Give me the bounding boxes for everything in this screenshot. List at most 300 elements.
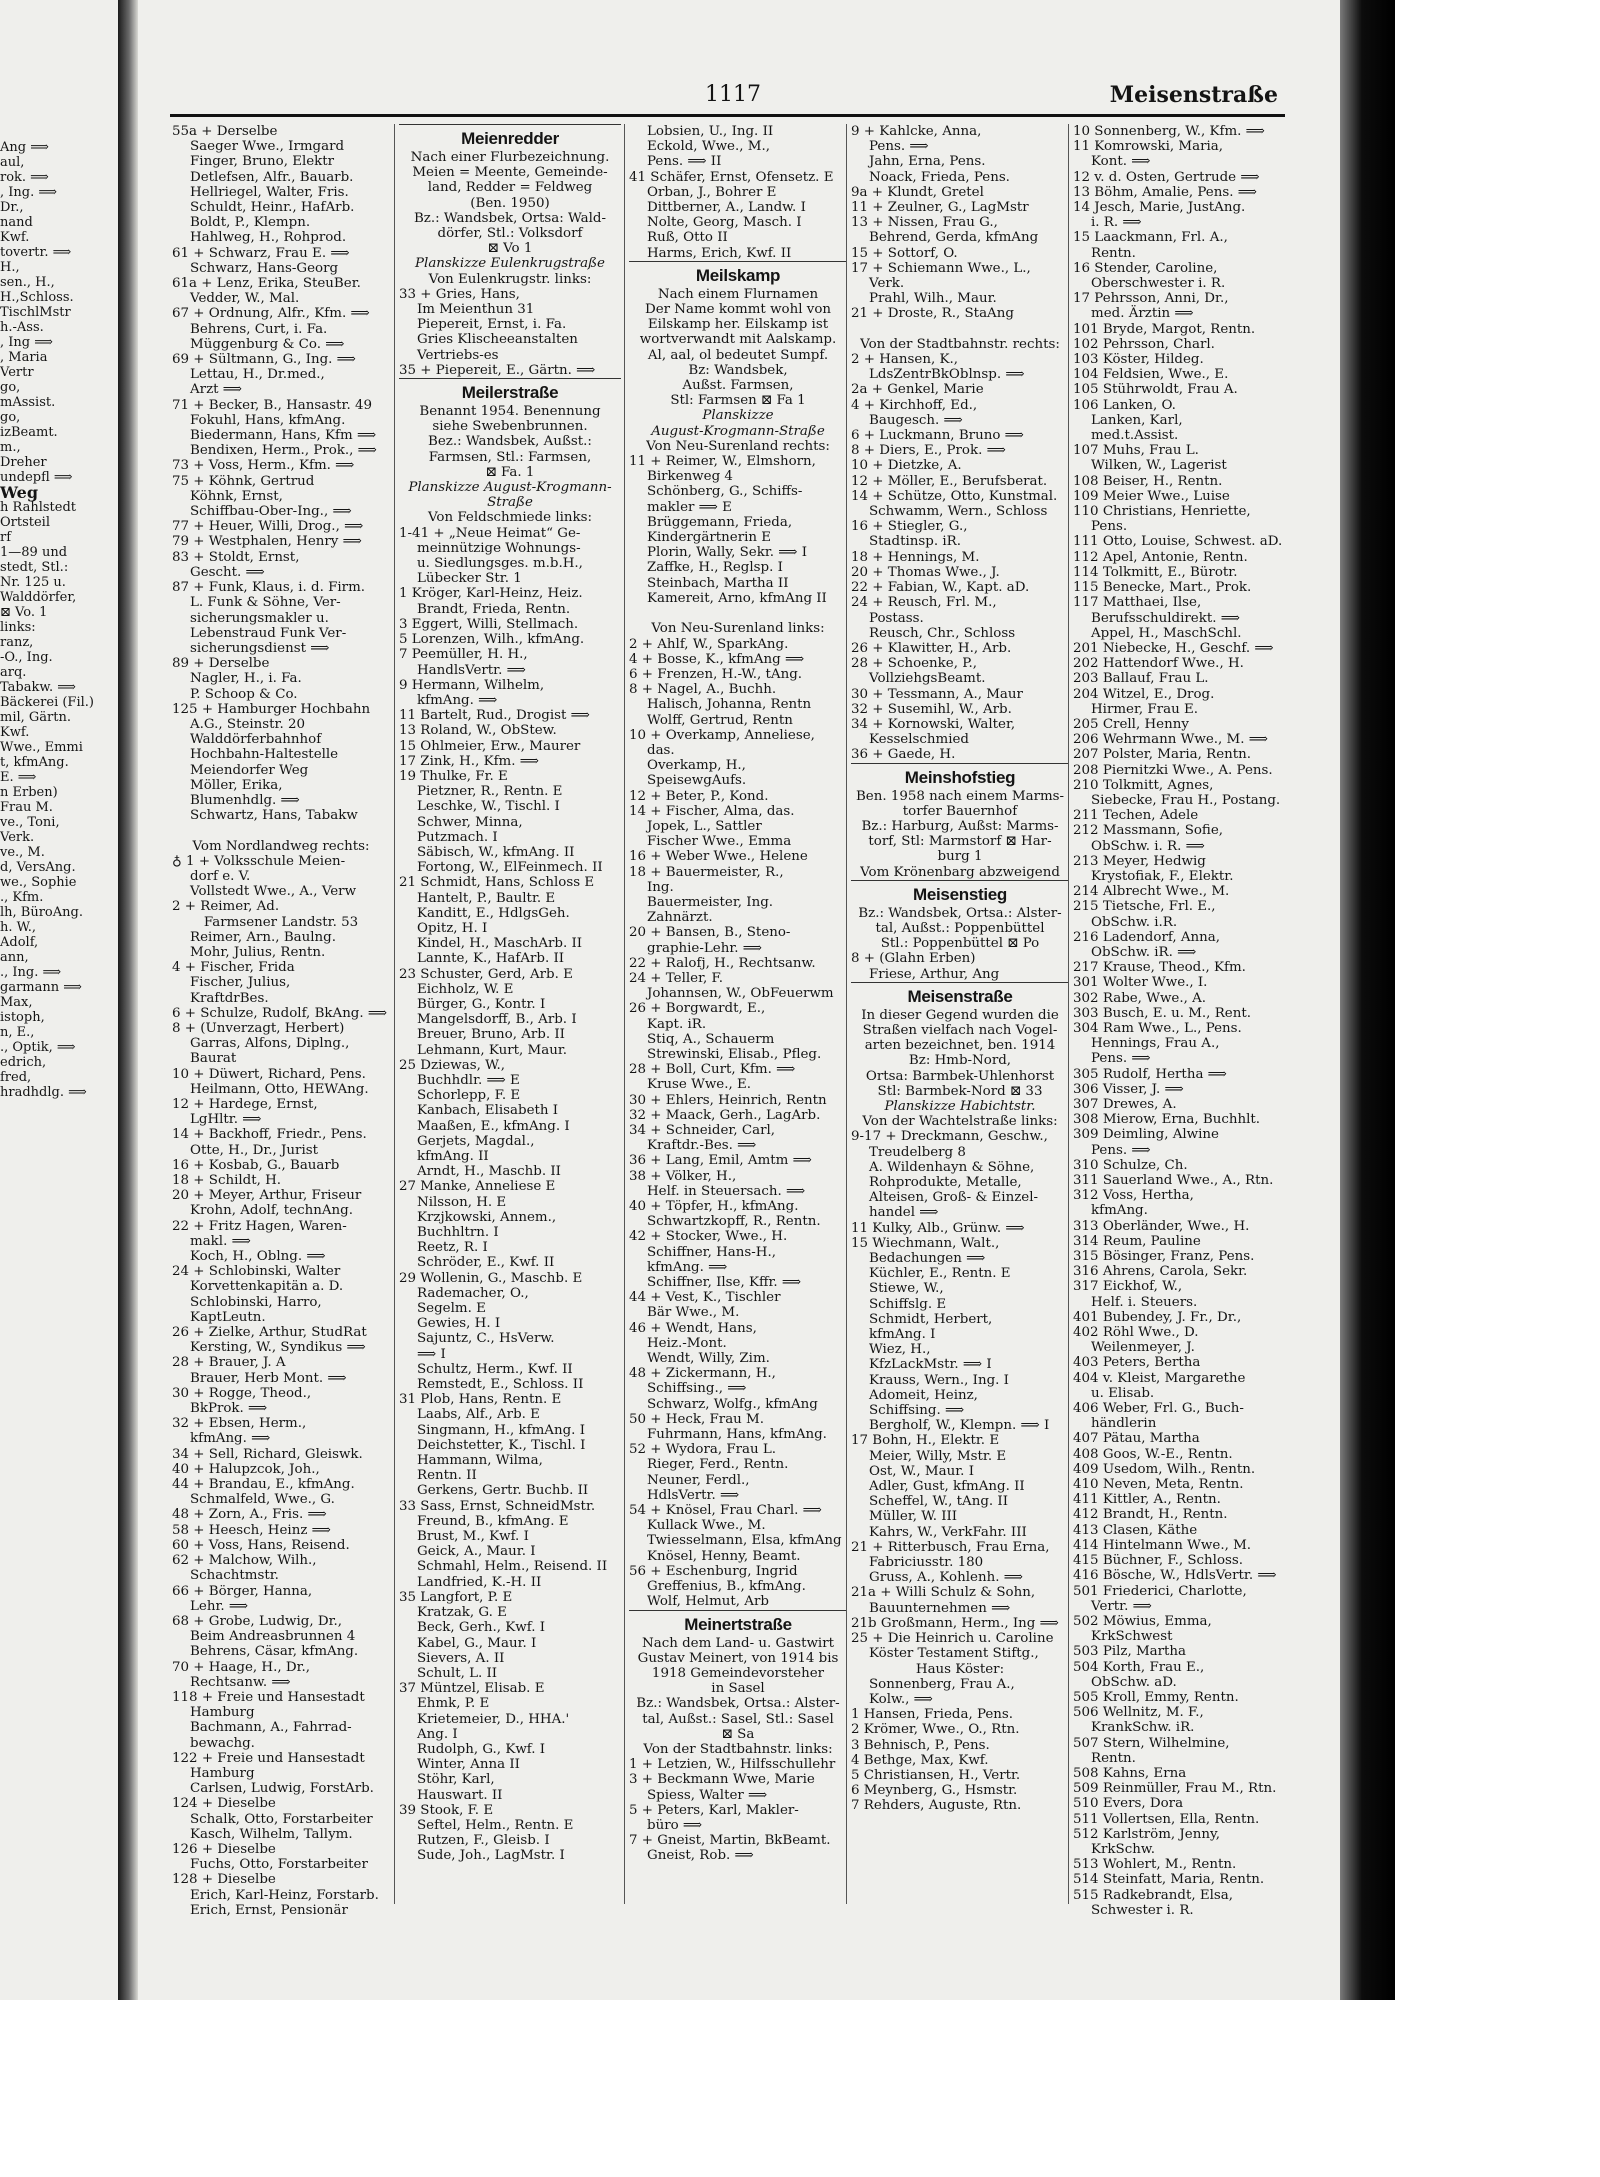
directory-entry: 14 + Schütze, Otto, Kunstmal. (851, 488, 1058, 504)
directory-entry: 60 + Voss, Hans, Reisend. (172, 1537, 350, 1553)
street-section-title: Meilerstraße (399, 378, 621, 404)
directory-entry: 22 + Fritz Hagen, Waren- (172, 1218, 347, 1234)
fragment-line: sen., H., (0, 275, 55, 290)
directory-entry: Sude, Joh., LagMstr. I (417, 1848, 565, 1864)
directory-entry: land, Redder = Feldweg (427, 180, 593, 196)
directory-entry: Schiffner, Hans-H., (647, 1244, 776, 1260)
directory-entry: 21a + Willi Schulz & Sohn, (851, 1585, 1036, 1601)
directory-entry: Stöhr, Karl, (417, 1772, 495, 1788)
directory-entry (851, 322, 1069, 337)
directory-entry: 101 Bryde, Margot, Rentn. (1073, 321, 1256, 337)
directory-entry: 34 + Sell, Richard, Gleiswk. (172, 1446, 363, 1462)
directory-entry: 109 Meier Wwe., Luise (1073, 488, 1230, 504)
page-edge-shadow (1340, 0, 1395, 2000)
directory-entry: 89 + Derselbe (172, 656, 270, 672)
directory-entry: 210 Tolkmitt, Agnes, (1073, 777, 1214, 793)
directory-entry: 25 + Die Heinrich u. Caroline (851, 1631, 1054, 1647)
directory-entry: Schmidt, Herbert, (869, 1311, 993, 1327)
directory-entry: 21b Großmann, Herm., Ing ⟹ (851, 1615, 1059, 1631)
directory-entry: Hantelt, P., Baultr. E (417, 890, 556, 906)
directory-entry: 2 + Hansen, K., (851, 352, 958, 368)
directory-entry: Johannsen, W., ObFeuerwm (647, 986, 834, 1002)
directory-entry: Birkenweg 4 (647, 469, 733, 485)
directory-entry: 511 Vollertsen, Ella, Rentn. (1073, 1811, 1260, 1827)
directory-entry: arten bezeichnet, ben. 1914 (864, 1038, 1056, 1054)
directory-entry: 4 Bethge, Max, Kwf. (851, 1752, 989, 1768)
directory-entry: Schult, L. II (417, 1665, 498, 1681)
directory-entry: Bergholf, W., Klempn. ⟹ I (869, 1418, 1050, 1434)
directory-entry: Krzjkowski, Annem., (417, 1209, 557, 1225)
directory-entry: Rechtsanw. ⟹ (190, 1674, 291, 1690)
directory-entry: kfmAng. ⟹ (647, 1259, 728, 1275)
directory-entry: 17 + Schiemann Wwe., L., (851, 260, 1031, 276)
directory-entry: i. R. ⟹ (1091, 215, 1142, 231)
directory-entry: Kesselschmied (869, 732, 969, 748)
directory-entry: 55a + Derselbe (172, 124, 278, 139)
fragment-line: rok. ⟹ (0, 170, 49, 185)
directory-entry: Verk. (869, 276, 905, 292)
directory-entry: KaptLeutn. (190, 1309, 266, 1325)
directory-entry: dorf e. V. (190, 868, 251, 884)
directory-entry: 56 + Eschenburg, Ingrid (629, 1563, 798, 1579)
directory-entry: Fortong, W., ElFeinmech. II (417, 860, 603, 876)
directory-entry: Rohprodukte, Metalle, (869, 1175, 1022, 1190)
fragment-line: Vertr (0, 365, 34, 380)
directory-entry: 36 + Lang, Emil, Amtm ⟹ (629, 1153, 812, 1169)
fragment-line: go, (0, 410, 21, 425)
directory-entry: Hauswart. II (417, 1787, 503, 1803)
directory-entry: 42 + Stocker, Wwe., H. (629, 1229, 788, 1245)
directory-entry: ♁ 1 + Volksschule Meien- (172, 853, 346, 869)
directory-entry: 316 Ahrens, Carola, Sekr. (1073, 1264, 1248, 1280)
directory-entry: 413 Clasen, Käthe (1073, 1522, 1198, 1538)
directory-entry: 401 Bubendey, J. Fr., Dr., (1073, 1309, 1242, 1325)
directory-entry: Helf. i. Steuers. (1091, 1294, 1198, 1310)
directory-entry: 10 + Overkamp, Anneliese, (629, 727, 815, 743)
directory-entry: Spiess, Walter ⟹ (647, 1787, 768, 1803)
directory-column-2 (394, 124, 621, 1904)
directory-entry: Gewies, H. I (417, 1316, 501, 1332)
directory-entry: dörfer, Stl.: Volksdorf (437, 226, 583, 242)
directory-entry: 35 + Piepereit, E., Gärtn. ⟹ (399, 362, 596, 378)
directory-entry: 313 Oberländer, Wwe., H. (1073, 1218, 1250, 1234)
directory-entry: 13 + Nissen, Frau G., (851, 215, 998, 231)
directory-entry: Schlobinski, Harro, (190, 1294, 322, 1310)
directory-entry: Von Feldschmiede links: (427, 510, 593, 526)
directory-entry: tal, Außst.: Poppenbüttel (875, 920, 1045, 936)
fragment-line: Frau M. (0, 800, 53, 815)
fragment-line: , Ing ⟹ (0, 335, 53, 350)
directory-entry: 311 Sauerland Wwe., A., Rtn. (1073, 1173, 1274, 1189)
directory-entry: 502 Möwius, Emma, (1073, 1613, 1212, 1629)
directory-entry: 40 + Halupzcok, Joh., (172, 1461, 320, 1477)
directory-entry: 206 Wehrmann Wwe., M. ⟹ (1073, 732, 1268, 748)
street-section-title: Meinertstraße (629, 1610, 847, 1636)
directory-entry: Stiewe, W., (869, 1281, 944, 1297)
directory-entry: 28 + Schoenke, P., (851, 656, 978, 672)
directory-entry: Kanbach, Elisabeth I (417, 1103, 559, 1119)
directory-entry: Bauunternehmen ⟹ (869, 1600, 1011, 1616)
directory-entry: Buchhltrn. I (417, 1225, 499, 1241)
directory-entry: 512 Karlström, Jenny, (1073, 1826, 1220, 1842)
directory-entry: Kersting, W., Syndikus ⟹ (190, 1340, 366, 1356)
fragment-line: ⊠ Vo. 1 (0, 605, 48, 620)
directory-entry: 39 Stook, F. E (399, 1802, 494, 1818)
page-header (170, 82, 1278, 112)
directory-entry: Appel, H., MaschSchl. (1091, 625, 1242, 641)
directory-entry: Finger, Bruno, Elektr (190, 154, 335, 170)
directory-entry: 28 + Boll, Curt, Kfm. ⟹ (629, 1062, 796, 1078)
directory-entry: 61 + Schwarz, Frau E. ⟹ (172, 245, 350, 261)
directory-entry: 16 Stender, Caroline, (1073, 260, 1218, 276)
directory-column-3 (624, 124, 847, 1904)
directory-entry: Bauermeister, Ing. (647, 894, 774, 910)
directory-entry: Rudolph, G., Kwf. I (417, 1741, 546, 1757)
directory-entry: Schiffner, Ilse, Kffr. ⟹ (647, 1275, 802, 1291)
directory-entry: 122 + Freie und Hansestadt (172, 1750, 365, 1766)
directory-entry: Bürger, G., Kontr. I (417, 996, 546, 1012)
fragment-line: n, E., (0, 1025, 35, 1040)
directory-entry: 10 Sonnenberg, W., Kfm. ⟹ (1073, 124, 1265, 139)
directory-entry: ⊠ Fa. 1 (485, 464, 535, 480)
fragment-line: mAssist. (0, 395, 56, 410)
directory-entry: Gruss, A., Kohlenh. ⟹ (869, 1570, 1023, 1586)
directory-entry: 25 Dziewas, W., (399, 1057, 506, 1073)
directory-entry: Wolf, Helmut, Arb (647, 1594, 769, 1610)
fragment-line: ranz, (0, 635, 34, 650)
directory-entry: 3 Behnisch, P., Pens. (851, 1737, 990, 1753)
directory-entry: L. Funk & Söhne, Ver- (190, 595, 341, 611)
directory-entry: Straßen vielfach nach Vogel- (862, 1022, 1058, 1038)
directory-entry: kfmAng. II (417, 1149, 489, 1164)
directory-entry: KrkSchwest (1091, 1629, 1173, 1645)
directory-entry: 9-17 + Dreckmann, Geschw., (851, 1129, 1048, 1145)
map-reference: Planskizze (702, 408, 774, 424)
directory-entry: Farmsen, Stl.: Farmsen, (428, 449, 592, 465)
directory-entry: 1-41 + „Neue Heimat“ Ge- (399, 525, 581, 541)
directory-entry: Harms, Erich, Kwf. II (647, 245, 792, 261)
directory-entry: 409 Usedom, Wilh., Rentn. (1073, 1461, 1256, 1477)
directory-entry: in Sasel (711, 1681, 765, 1697)
fragment-line: H.,Schloss. (0, 290, 74, 305)
directory-entry: 513 Wohlert, M., Rentn. (1073, 1857, 1237, 1873)
fragment-line: h Rahlstedt (0, 500, 77, 515)
directory-entry: 27 Manke, Anneliese E (399, 1179, 556, 1195)
directory-entry: Bachmann, A., Fahrrad- (190, 1720, 352, 1736)
directory-entry: Rentn. (1091, 1750, 1136, 1766)
directory-entry: 34 + Schneider, Carl, (629, 1123, 776, 1138)
directory-entry: Pens. ⟹ (869, 139, 929, 155)
map-reference: Planskizze Eulenkrugstraße (415, 256, 605, 272)
directory-entry: 214 Albrecht Wwe., M. (1073, 884, 1230, 900)
directory-entry: Beck, Gerh., Kwf. I (417, 1620, 546, 1636)
directory-entry: 31 Plob, Hans, Rentn. E (399, 1392, 562, 1408)
directory-entry: 309 Deimling, Alwine (1073, 1127, 1219, 1143)
directory-entry: 24 + Reusch, Frl. M., (851, 595, 997, 611)
directory-entry: meinnützige Wohnungs- (417, 540, 581, 556)
directory-entry: Hochbahn-Haltestelle (190, 747, 339, 763)
directory-entry: 11 + Reimer, W., Elmshorn, (629, 454, 816, 470)
directory-entry: 216 Ladendorf, Anna, (1073, 929, 1220, 945)
directory-entry: 14 Jesch, Marie, JustAng. (1073, 200, 1246, 216)
directory-entry: 35 Langfort, P. E (399, 1589, 513, 1605)
directory-entry: 75 + Köhnk, Gertrud (172, 473, 315, 489)
directory-entry: Farmsener Landstr. 53 (203, 914, 359, 930)
directory-entry: Schwamm, Wern., Schloss (869, 504, 1048, 520)
directory-entry: 23 Schuster, Gerd, Arb. E (399, 966, 573, 982)
directory-entry: Pietzner, R., Rentn. E (417, 784, 563, 800)
directory-entry: Ing. (647, 879, 674, 895)
directory-entry: u. Elisab. (1091, 1385, 1155, 1401)
directory-entry: VollziehgsBeamt. (869, 671, 986, 687)
directory-entry: (Ben. 1950) (470, 195, 550, 211)
directory-entry: 107 Muhs, Frau L. (1073, 443, 1199, 459)
directory-entry: Hennings, Frau A., (1091, 1036, 1220, 1052)
directory-entry: Ortsa: Barmbek-Uhlenhorst (865, 1068, 1055, 1084)
directory-entry: 410 Neven, Meta, Rentn. (1073, 1477, 1244, 1493)
directory-entry: 21 + Droste, R., StaAng (851, 306, 1014, 322)
directory-entry: Kahrs, W., VerkFahr. III (869, 1524, 1027, 1540)
directory-entry: Prahl, Wilh., Maur. (869, 291, 997, 307)
directory-entry: 515 Radkebrandt, Elsa, (1073, 1887, 1234, 1903)
directory-entry: Zaffke, H., Reglsp. I (647, 560, 783, 576)
fragment-line: aul, (0, 155, 25, 170)
fragment-line: ve., M. (0, 845, 45, 860)
directory-entry: Krauss, Wern., Ing. I (869, 1372, 1009, 1388)
directory-entry: Wendt, Willy, Zim. (647, 1351, 770, 1367)
directory-entry: 9 Hermann, Wilhelm, (399, 677, 545, 693)
directory-entry: 104 Feldsien, Wwe., E. (1073, 367, 1229, 383)
directory-entry: 8 + (Glahn Erben) (851, 951, 976, 967)
directory-entry: 46 + Wendt, Hans, (629, 1320, 757, 1336)
directory-entry: 48 + Zorn, A., Fris. ⟹ (172, 1507, 327, 1523)
book-gutter (118, 0, 138, 2000)
directory-entry: 30 + Ehlers, Heinrich, Rentn (629, 1092, 827, 1108)
street-section-title: Meienredder (399, 124, 621, 150)
directory-entry: 201 Niebecke, H., Geschf. ⟹ (1073, 640, 1274, 656)
directory-entry: 4 + Bosse, K., kfmAng ⟹ (629, 651, 805, 667)
directory-entry: sicherungsdienst ⟹ (190, 640, 330, 656)
fragment-line: tovertr. ⟹ (0, 245, 72, 260)
directory-entry: Ruß, Otto II (647, 230, 728, 246)
directory-entry: 404 v. Kleist, Margarethe (1073, 1370, 1246, 1386)
directory-entry: 32 + Susemihl, W., Arb. (851, 701, 1012, 717)
directory-entry: Blumenhdlg. ⟹ (190, 792, 300, 808)
directory-entry: 2a + Genkel, Marie (851, 382, 984, 398)
directory-entry: Schultz, Herm., Kwf. II (417, 1361, 573, 1377)
directory-entry: Detlefsen, Alfr., Bauarb. (190, 169, 354, 185)
directory-entry: 40 + Töpfer, H., kfmAng. (629, 1199, 799, 1215)
directory-entry: 208 Piernitzki Wwe., A. Pens. (1073, 762, 1273, 778)
directory-entry: 37 Müntzel, Elisab. E (399, 1681, 545, 1697)
directory-entry: 15 Laackmann, Frl. A., (1073, 230, 1228, 246)
directory-entry: Gustav Meinert, von 1914 bis (637, 1650, 839, 1666)
directory-entry: Zahnärzt. (647, 910, 713, 926)
directory-entry: kfmAng. (1091, 1203, 1148, 1219)
directory-entry: handel ⟹ (869, 1205, 939, 1221)
directory-entry: Stiq, A., Schauerm (647, 1031, 775, 1047)
previous-page-fragment (0, 140, 116, 1940)
directory-entry: Neuner, Ferdl., (647, 1472, 750, 1488)
fragment-line: izBeamt. (0, 425, 58, 440)
directory-entry: HandlsVertr. ⟹ (417, 662, 526, 678)
directory-entry: Eilskamp her. Eilskamp ist (647, 317, 829, 333)
directory-entry: Pens. ⟹ (1091, 1142, 1151, 1158)
directory-entry: 415 Büchner, F., Schloss. (1073, 1553, 1244, 1569)
directory-entry: Meiendorfer Weg (190, 762, 309, 778)
directory-entry: Brüggemann, Frieda, (647, 514, 793, 530)
directory-entry (629, 606, 847, 621)
directory-entry: Carlsen, Ludwig, ForstArb. (190, 1781, 374, 1797)
directory-entry: 6 + Schulze, Rudolf, BkAng. ⟹ (172, 1005, 388, 1021)
fragment-line: d, VersAng. (0, 860, 76, 875)
directory-entry: Schwester i. R. (1091, 1902, 1194, 1918)
directory-entry: 44 + Vest, K., Tischler (629, 1290, 781, 1306)
directory-entry: KrkSchw. (1091, 1841, 1155, 1857)
directory-entry: 11 + Zeulner, G., LagMstr (851, 200, 1029, 216)
directory-entry: Vertriebs-es (417, 347, 499, 363)
fragment-line: m., (0, 440, 21, 455)
directory-entry: torf, Stl: Marmstorf ⊠ Har- (868, 834, 1052, 850)
directory-entry: 2 + Reimer, Ad. (172, 899, 280, 915)
directory-entry: Fuchs, Otto, Forstarbeiter (190, 1857, 368, 1873)
directory-entry: Remstedt, E., Schloss. II (417, 1377, 584, 1393)
directory-entry: 71 + Becker, B., Hansastr. 49 (172, 397, 373, 413)
directory-entry: Schwarz, Wolfg., kfmAng (647, 1396, 818, 1412)
directory-entry: 18 + Hennings, M. (851, 549, 980, 565)
street-section-title: Meisenstraße (851, 982, 1069, 1008)
directory-entry: Eckold, Wwe., M., (647, 139, 770, 155)
directory-entry: 3 + Beckmann Wwe, Marie (629, 1772, 815, 1788)
directory-entry: Behrens, Curt, i. Fa. (190, 321, 328, 337)
directory-entry: 7 Peemüller, H. H., (399, 647, 528, 663)
directory-entry: Segelm. E (417, 1301, 486, 1317)
directory-entry: 205 Crell, Henny (1073, 716, 1189, 732)
directory-entry: 302 Rabe, Wwe., A. (1073, 990, 1207, 1006)
directory-entry: Breuer, Bruno, Arb. II (417, 1027, 565, 1043)
directory-entry: Lobsien, U., Ing. II (647, 124, 774, 139)
directory-entry: Kanditt, E., HdlgsGeh. (417, 905, 570, 921)
fragment-line: Ang ⟹ (0, 140, 49, 155)
directory-entry: 67 + Ordnung, Alfr., Kfm. ⟹ (172, 306, 370, 322)
directory-entry: Baurat (190, 1051, 237, 1067)
fragment-line: Kwf. (0, 230, 30, 245)
directory-entry: 33 Sass, Ernst, SchneidMstr. (399, 1498, 596, 1514)
directory-entry: torfer Bauernhof (902, 803, 1018, 819)
directory-entry: 2 + Ahlf, W., SparkAng. (629, 636, 789, 652)
fragment-line: Adolf, (0, 935, 39, 950)
directory-entry: Geick, A., Maur. I (417, 1544, 536, 1560)
fragment-line: , Ing. ⟹ (0, 185, 57, 200)
directory-entry: 506 Wellnitz, M. F., (1073, 1705, 1204, 1721)
header-rule (170, 114, 1285, 117)
directory-entry: Vertr. ⟹ (1091, 1598, 1152, 1614)
directory-entry: Al, aal, ol bedeutet Sumpf. (647, 347, 829, 363)
fragment-line: , Maria (0, 350, 48, 365)
directory-entry: Schwartz, Hans, Tabakw (190, 808, 358, 824)
directory-entry: Deichstetter, K., Tischl. I (417, 1437, 586, 1453)
directory-entry: 202 Hattendorf Wwe., H. (1073, 656, 1244, 672)
directory-entry: Schorlepp, F. E (417, 1088, 521, 1104)
directory-entry: SpeisewgAufs. (647, 773, 747, 789)
directory-entry: Von Neu-Surenland links: (651, 621, 825, 637)
fragment-line: -O., Ing. (0, 650, 53, 665)
directory-entry: Lanken, Karl, (1091, 412, 1183, 428)
directory-entry: med.t.Assist. (1091, 428, 1179, 444)
directory-entry: Garras, Alfons, Diplng., (190, 1036, 350, 1052)
directory-entry: Korvettenkapitän a. D. (190, 1279, 344, 1295)
directory-entry: Behrend, Gerda, kfmAng (869, 230, 1039, 246)
directory-entry: Siebecke, Frau H., Postang. (1091, 792, 1281, 808)
directory-entry: Arzt ⟹ (190, 382, 242, 398)
directory-entry: 12 + Möller, E., Berufsberat. (851, 473, 1048, 489)
directory-entry: Schwer, Minna, (417, 814, 523, 830)
directory-entry: Kapt. iR. (647, 1016, 707, 1032)
street-section-title: Meisenstieg (851, 880, 1069, 906)
directory-entry: Fischer, Julius, (190, 975, 291, 991)
directory-entry: 4 + Kirchhoff, Ed., (851, 397, 978, 413)
directory-entry: 217 Krause, Theod., Kfm. (1073, 960, 1246, 976)
directory-entry: Steinbach, Martha II (647, 575, 789, 591)
directory-entry: Erich, Karl-Heinz, Forstarb. (190, 1887, 379, 1903)
directory-entry: u. Siedlungsges. m.b.H., (417, 556, 583, 572)
fragment-line: fred, (0, 1070, 32, 1085)
directory-entry: Bz.: Harburg, Außst: Marms- (861, 818, 1059, 834)
directory-entry: Hirmer, Frau E. (1091, 701, 1199, 717)
directory-entry: Schönberg, G., Schiffs- (647, 484, 803, 500)
directory-entry: Müggenburg & Co. ⟹ (190, 336, 345, 352)
directory-entry: Brust, M., Kwf. I (417, 1529, 529, 1545)
directory-entry: Küchler, E., Rentn. E (869, 1266, 1011, 1282)
fragment-line: TischlMstr (0, 305, 71, 320)
directory-entry: A.G., Steinstr. 20 (190, 716, 306, 732)
directory-entry: Kruse Wwe., E. (647, 1077, 752, 1093)
directory-entry: 22 + Fabian, W., Kapt. aD. (851, 580, 1030, 596)
directory-entry: Von Eulenkrugstr. links: (428, 271, 592, 287)
directory-entry: Schachtmstr. (190, 1568, 279, 1584)
directory-entry: Benannt 1954. Benennung (419, 404, 601, 420)
directory-entry: Reimer, Arn., Baulng. (190, 929, 337, 945)
directory-entry: Helf. in Steuersach. ⟹ (647, 1183, 806, 1199)
fragment-line: istoph, (0, 1010, 45, 1025)
fragment-line: H., (0, 260, 20, 275)
directory-entry: 79 + Westphalen, Henry ⟹ (172, 534, 362, 550)
fragment-line: Weg (0, 483, 39, 502)
directory-entry: 12 + Beter, P., Kond. (629, 788, 769, 804)
fragment-line: Nr. 125 u. (0, 575, 66, 590)
directory-entry: 306 Visser, J. ⟹ (1073, 1081, 1184, 1097)
directory-entry: 204 Witzel, E., Drog. (1073, 686, 1215, 702)
page-number: 1117 (705, 82, 761, 107)
directory-entry: Seftel, Helm., Rentn. E (417, 1817, 574, 1833)
directory-entry: ObSchw. iR. ⟹ (1091, 944, 1197, 960)
directory-entry: 20 + Meyer, Arthur, Friseur (172, 1188, 362, 1204)
directory-entry: bewachg. (190, 1735, 255, 1751)
directory-entry: 108 Beiser, H., Rentn. (1073, 473, 1223, 489)
directory-entry: 111 Otto, Louise, Schwest. aD. (1073, 534, 1283, 550)
directory-entry: 18 + Bauermeister, R., (629, 864, 784, 880)
directory-entry: Nach dem Land- u. Gastwirt (642, 1635, 834, 1651)
directory-entry: 125 + Hamburger Hochbahn (172, 701, 371, 717)
directory-entry: Außst. Farmsen, (682, 378, 794, 394)
directory-entry: 9 + Kahlcke, Anna, (851, 124, 982, 139)
directory-entry: 8 + Nagel, A., Buchh. (629, 682, 777, 698)
directory-entry: 32 + Ebsen, Herm., (172, 1416, 307, 1432)
directory-entry: 34 + Kornowski, Walter, (851, 716, 1016, 732)
directory-entry: Adomeit, Heinz, (869, 1387, 978, 1403)
directory-entry: 17 Bohn, H., Elektr. E (851, 1433, 1000, 1449)
directory-entry: Friese, Arthur, Ang (869, 966, 1000, 982)
